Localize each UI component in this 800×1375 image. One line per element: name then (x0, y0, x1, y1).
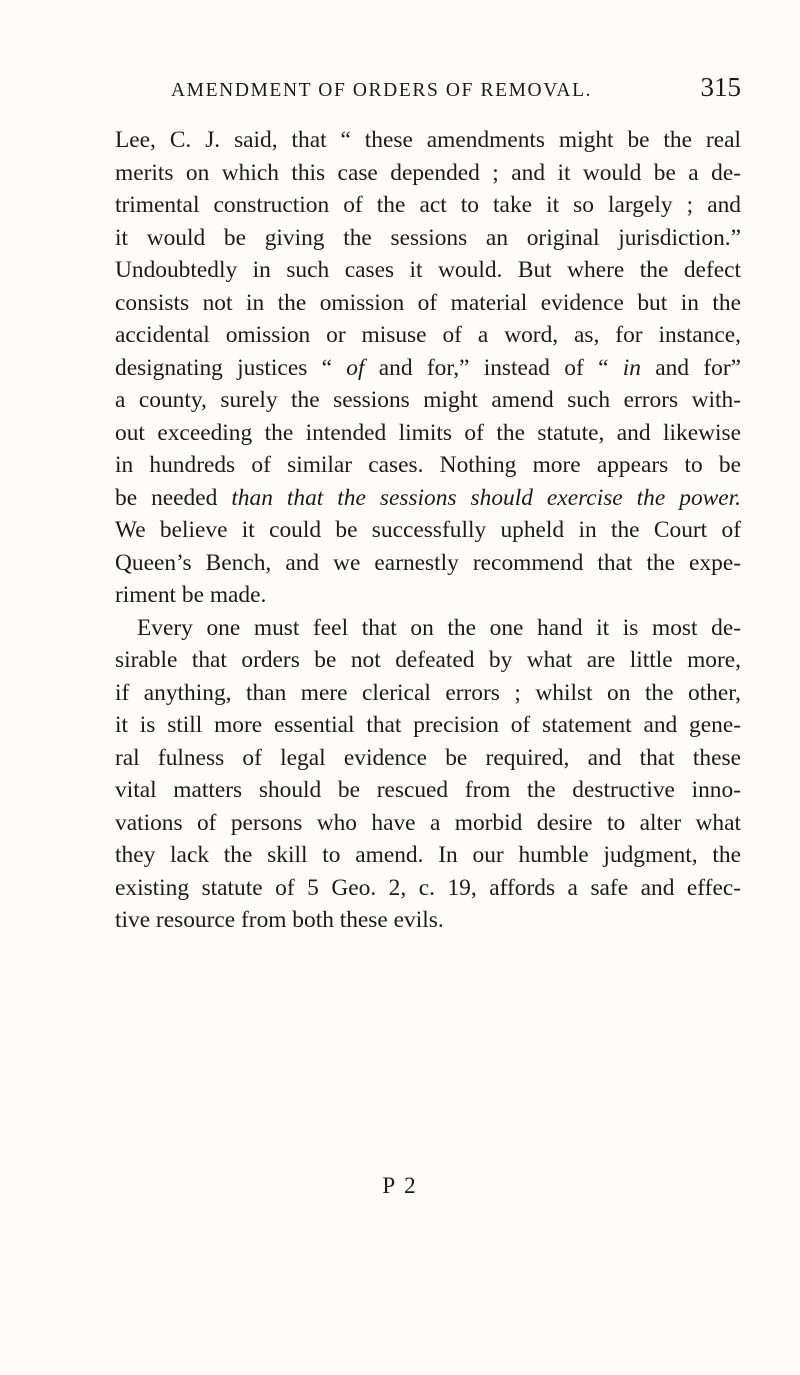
italic-phrase: of (346, 354, 365, 381)
text-line: a county, surely the sessions might amend such errors with- (115, 387, 741, 413)
italic-phrase: than that the sessions should exercise the power. (231, 484, 741, 511)
text-line: be needed than that the sessions should exercise the power. (115, 484, 741, 511)
page-header (115, 72, 741, 112)
page-number: 315 (700, 72, 741, 102)
text-line: existing statute of 5 Geo. 2, c. 19, affords a safe and effec- (115, 874, 741, 901)
text-line: if anything, than mere clerical errors ; whilst on the other, (115, 679, 741, 706)
text-line: vital matters should be rescued from the destructive inno- (115, 777, 741, 803)
text-line: consists not in the omission of material evidence but in the (115, 289, 741, 316)
text-line: it is still more essential that precision of statement and gene- (115, 712, 741, 738)
text-line: Lee, C. J. said, that “ these amendments might be the real (115, 127, 741, 153)
text-line: it would be giving the sessions an original jurisdiction.” (115, 224, 741, 251)
italic-phrase: in (622, 354, 641, 381)
signature-mark: P 2 (382, 1173, 418, 1198)
text-line: they lack the skill to amend. In our humble judgment, the (115, 842, 741, 868)
text-line: sirable that orders be not defeated by what are little more, (115, 647, 741, 673)
text-line: merits on which this case depended ; and it would be a de- (115, 159, 741, 186)
text-line: Every one must feel that on the one hand it is most de- (137, 614, 741, 641)
text-line: out exceeding the intended limits of the statute, and likewise (115, 419, 741, 446)
text-line: Queen’s Bench, and we earnestly recommend that the expe- (115, 549, 741, 576)
text-line: riment be made. (115, 582, 267, 608)
running-head: AMENDMENT OF ORDERS OF REMOVAL. (171, 80, 593, 101)
text-line: in hundreds of similar cases. Nothing more appears to be (115, 452, 741, 478)
text-line: Undoubtedly in such cases it would. But where the defect (115, 257, 741, 283)
text-line: accidental omission or misuse of a word, as, for instance, (115, 322, 741, 348)
text-line: tive resource from both these evils. (115, 907, 444, 933)
text-line: We believe it could be successfully upheld in the Court of (115, 517, 741, 543)
text-line: designating justices “ of and for,” instead of “ in and for” (115, 354, 741, 381)
text-line: trimental construction of the act to take it so largely ; and (115, 192, 741, 218)
text-line: ral fulness of legal evidence be required, and that these (115, 744, 741, 771)
text-line: vations of persons who have a morbid desire to alter what (115, 809, 741, 836)
body-text (115, 124, 741, 937)
